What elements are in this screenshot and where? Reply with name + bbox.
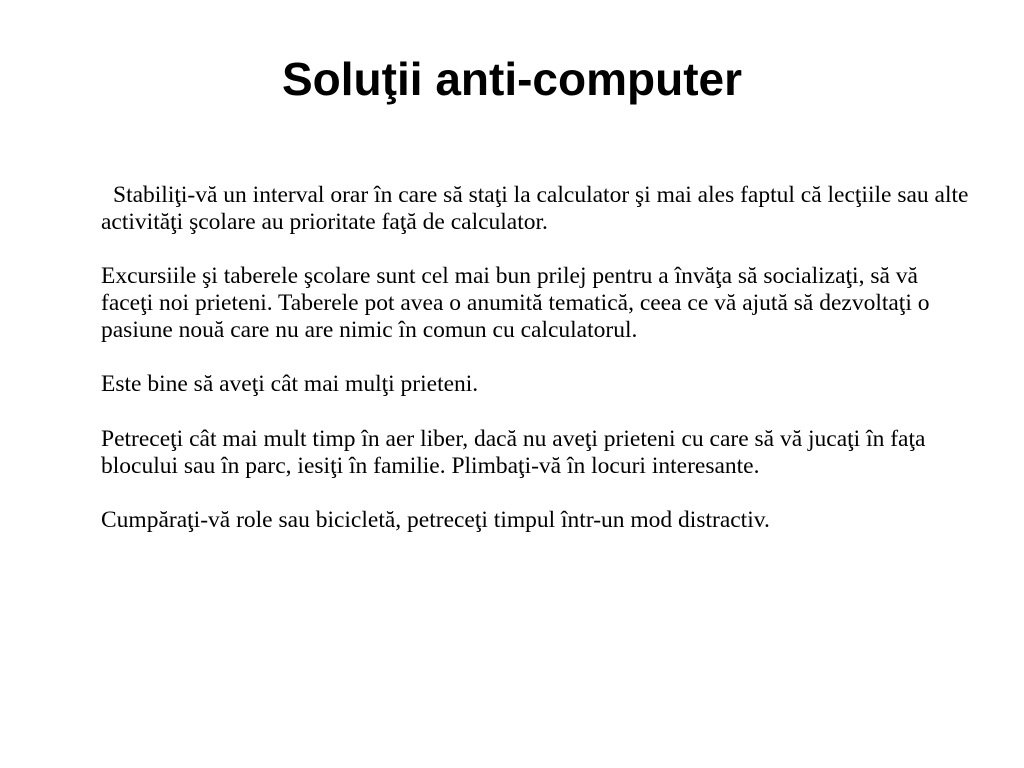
paragraph-schedule: Stabiliţi-vă un interval orar în care să staţi la calculator şi mai ales faptul că lecţiile sau alte activităţi şcolare au prioritate faţă de calculator. (101, 182, 969, 235)
paragraph-outdoors: Petreceţi cât mai mult timp în aer liber, dacă nu aveţi prieteni cu care să vă jucaţi în faţa blocului sau în parc, iesiţi în familie. Plimbaţi-vă în locuri interesante. (101, 426, 926, 479)
paragraph-activities: Cumpăraţi-vă role sau bicicletă, petreceţi timpul într-un mod distractiv. (101, 507, 770, 533)
paragraph-friends: Este bine să aveţi cât mai mulţi prieteni. (101, 371, 479, 397)
slide-body (101, 182, 971, 534)
paragraph-camps: Excursiile şi taberele şcolare sunt cel mai bun prilej pentru a învăţa să socializaţi, să vă faceţi noi prieteni. Taberele pot avea o anumită tematică, ceea ce vă ajută să dezvoltaţi o pasiune nouă care nu are nimic în comun cu calculatorul. (101, 263, 930, 343)
slide-title: Soluţii anti-computer (282, 53, 742, 105)
